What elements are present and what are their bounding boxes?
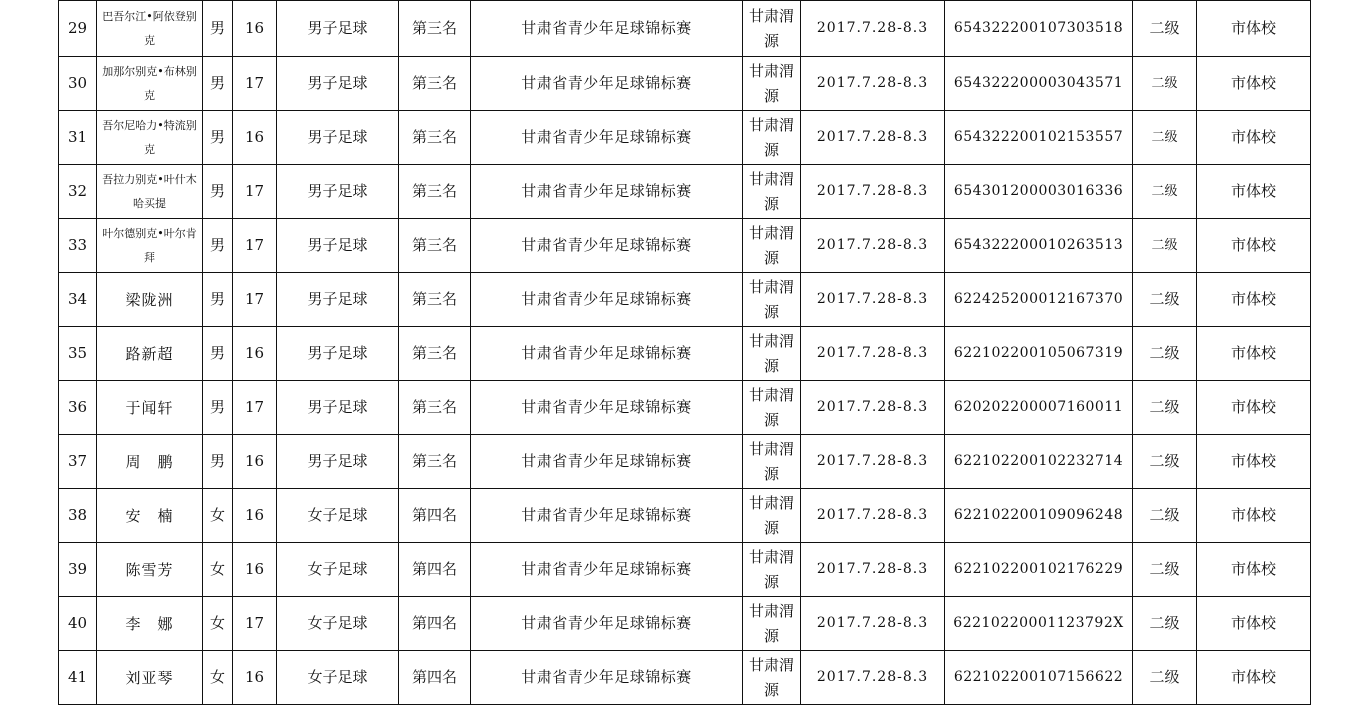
level: 二级 — [1133, 111, 1197, 165]
table-row — [59, 111, 1311, 165]
gender: 女 — [203, 543, 233, 597]
location: 甘肃渭源 — [743, 327, 801, 381]
row-number: 31 — [59, 111, 97, 165]
location: 甘肃渭源 — [743, 597, 801, 651]
event: 女子足球 — [277, 489, 399, 543]
competition: 甘肃省青少年足球锦标赛 — [471, 273, 743, 327]
location: 甘肃渭源 — [743, 381, 801, 435]
competition: 甘肃省青少年足球锦标赛 — [471, 597, 743, 651]
id-number: 622102200107156622 — [945, 651, 1133, 705]
athlete-name: 安 楠 — [97, 489, 203, 543]
id-number: 622425200012167370 — [945, 273, 1133, 327]
date: 2017.7.28-8.3 — [801, 1, 945, 57]
location: 甘肃渭源 — [743, 57, 801, 111]
unit: 市体校 — [1197, 111, 1311, 165]
age: 17 — [233, 57, 277, 111]
gender: 男 — [203, 1, 233, 57]
date: 2017.7.28-8.3 — [801, 597, 945, 651]
athlete-name: 叶尔德别克•叶尔肯拜 — [97, 219, 203, 273]
table-row — [59, 489, 1311, 543]
competition: 甘肃省青少年足球锦标赛 — [471, 57, 743, 111]
row-number: 39 — [59, 543, 97, 597]
table-row — [59, 1, 1311, 57]
row-number: 33 — [59, 219, 97, 273]
location: 甘肃渭源 — [743, 435, 801, 489]
date: 2017.7.28-8.3 — [801, 165, 945, 219]
age: 16 — [233, 543, 277, 597]
row-number: 41 — [59, 651, 97, 705]
event: 男子足球 — [277, 381, 399, 435]
rank: 第三名 — [399, 57, 471, 111]
id-number: 654301200003016336 — [945, 165, 1133, 219]
event: 女子足球 — [277, 597, 399, 651]
unit: 市体校 — [1197, 597, 1311, 651]
id-number: 654322200102153557 — [945, 111, 1133, 165]
athlete-name: 周 鹏 — [97, 435, 203, 489]
rank: 第四名 — [399, 597, 471, 651]
competition: 甘肃省青少年足球锦标赛 — [471, 1, 743, 57]
event: 男子足球 — [277, 165, 399, 219]
event: 男子足球 — [277, 57, 399, 111]
row-number: 37 — [59, 435, 97, 489]
athlete-name: 加那尔别克•布林别克 — [97, 57, 203, 111]
date: 2017.7.28-8.3 — [801, 435, 945, 489]
level: 二级 — [1133, 651, 1197, 705]
gender: 男 — [203, 219, 233, 273]
table-row — [59, 273, 1311, 327]
date: 2017.7.28-8.3 — [801, 651, 945, 705]
level: 二级 — [1133, 273, 1197, 327]
age: 17 — [233, 273, 277, 327]
row-number: 32 — [59, 165, 97, 219]
rank: 第三名 — [399, 1, 471, 57]
unit: 市体校 — [1197, 165, 1311, 219]
table-row — [59, 651, 1311, 705]
date: 2017.7.28-8.3 — [801, 543, 945, 597]
id-number: 654322200003043571 — [945, 57, 1133, 111]
id-number: 622102200102176229 — [945, 543, 1133, 597]
level: 二级 — [1133, 489, 1197, 543]
id-number: 654322200010263513 — [945, 219, 1133, 273]
athlete-name: 李 娜 — [97, 597, 203, 651]
athlete-name: 路新超 — [97, 327, 203, 381]
level: 二级 — [1133, 165, 1197, 219]
gender: 女 — [203, 651, 233, 705]
unit: 市体校 — [1197, 57, 1311, 111]
unit: 市体校 — [1197, 1, 1311, 57]
athlete-name: 吾尔尼哈力•特流别克 — [97, 111, 203, 165]
rank: 第三名 — [399, 273, 471, 327]
unit: 市体校 — [1197, 543, 1311, 597]
age: 16 — [233, 435, 277, 489]
rank: 第三名 — [399, 381, 471, 435]
level: 二级 — [1133, 1, 1197, 57]
date: 2017.7.28-8.3 — [801, 111, 945, 165]
event: 男子足球 — [277, 111, 399, 165]
id-number: 620202200007160011 — [945, 381, 1133, 435]
location: 甘肃渭源 — [743, 165, 801, 219]
gender: 女 — [203, 597, 233, 651]
gender: 女 — [203, 489, 233, 543]
age: 16 — [233, 111, 277, 165]
row-number: 35 — [59, 327, 97, 381]
location: 甘肃渭源 — [743, 219, 801, 273]
table-row — [59, 165, 1311, 219]
age: 16 — [233, 489, 277, 543]
rank: 第三名 — [399, 327, 471, 381]
event: 男子足球 — [277, 219, 399, 273]
competition: 甘肃省青少年足球锦标赛 — [471, 489, 743, 543]
level: 二级 — [1133, 381, 1197, 435]
age: 16 — [233, 327, 277, 381]
table-row — [59, 327, 1311, 381]
age: 16 — [233, 1, 277, 57]
event: 男子足球 — [277, 273, 399, 327]
competition: 甘肃省青少年足球锦标赛 — [471, 327, 743, 381]
athlete-table-container — [58, 0, 1310, 705]
table-row — [59, 57, 1311, 111]
athlete-name: 刘亚琴 — [97, 651, 203, 705]
level: 二级 — [1133, 57, 1197, 111]
rank: 第三名 — [399, 219, 471, 273]
rank: 第三名 — [399, 111, 471, 165]
date: 2017.7.28-8.3 — [801, 273, 945, 327]
age: 17 — [233, 597, 277, 651]
age: 17 — [233, 381, 277, 435]
rank: 第四名 — [399, 651, 471, 705]
id-number: 654322200107303518 — [945, 1, 1133, 57]
rank: 第三名 — [399, 435, 471, 489]
level: 二级 — [1133, 219, 1197, 273]
athlete-table — [58, 0, 1311, 705]
athlete-name: 于闻轩 — [97, 381, 203, 435]
event: 女子足球 — [277, 651, 399, 705]
location: 甘肃渭源 — [743, 489, 801, 543]
age: 17 — [233, 165, 277, 219]
unit: 市体校 — [1197, 327, 1311, 381]
gender: 男 — [203, 435, 233, 489]
table-row — [59, 597, 1311, 651]
id-number: 62210220001123792X — [945, 597, 1133, 651]
row-number: 38 — [59, 489, 97, 543]
unit: 市体校 — [1197, 489, 1311, 543]
athlete-name: 梁陇洲 — [97, 273, 203, 327]
competition: 甘肃省青少年足球锦标赛 — [471, 543, 743, 597]
athlete-name: 巴吾尔江•阿依登别克 — [97, 1, 203, 57]
level: 二级 — [1133, 435, 1197, 489]
location: 甘肃渭源 — [743, 1, 801, 57]
unit: 市体校 — [1197, 381, 1311, 435]
gender: 男 — [203, 57, 233, 111]
level: 二级 — [1133, 543, 1197, 597]
unit: 市体校 — [1197, 651, 1311, 705]
row-number: 36 — [59, 381, 97, 435]
rank: 第四名 — [399, 489, 471, 543]
table-row — [59, 219, 1311, 273]
table-row — [59, 543, 1311, 597]
date: 2017.7.28-8.3 — [801, 327, 945, 381]
unit: 市体校 — [1197, 219, 1311, 273]
competition: 甘肃省青少年足球锦标赛 — [471, 381, 743, 435]
event: 女子足球 — [277, 543, 399, 597]
event: 男子足球 — [277, 435, 399, 489]
date: 2017.7.28-8.3 — [801, 57, 945, 111]
age: 17 — [233, 219, 277, 273]
event: 男子足球 — [277, 327, 399, 381]
location: 甘肃渭源 — [743, 543, 801, 597]
location: 甘肃渭源 — [743, 651, 801, 705]
level: 二级 — [1133, 597, 1197, 651]
competition: 甘肃省青少年足球锦标赛 — [471, 219, 743, 273]
competition: 甘肃省青少年足球锦标赛 — [471, 111, 743, 165]
date: 2017.7.28-8.3 — [801, 219, 945, 273]
table-row — [59, 435, 1311, 489]
row-number: 40 — [59, 597, 97, 651]
competition: 甘肃省青少年足球锦标赛 — [471, 651, 743, 705]
date: 2017.7.28-8.3 — [801, 489, 945, 543]
date: 2017.7.28-8.3 — [801, 381, 945, 435]
gender: 男 — [203, 273, 233, 327]
location: 甘肃渭源 — [743, 111, 801, 165]
row-number: 29 — [59, 1, 97, 57]
rank: 第四名 — [399, 543, 471, 597]
age: 16 — [233, 651, 277, 705]
level: 二级 — [1133, 327, 1197, 381]
event: 男子足球 — [277, 1, 399, 57]
gender: 男 — [203, 165, 233, 219]
id-number: 622102200109096248 — [945, 489, 1133, 543]
location: 甘肃渭源 — [743, 273, 801, 327]
table-row — [59, 381, 1311, 435]
unit: 市体校 — [1197, 435, 1311, 489]
competition: 甘肃省青少年足球锦标赛 — [471, 435, 743, 489]
gender: 男 — [203, 327, 233, 381]
gender: 男 — [203, 111, 233, 165]
gender: 男 — [203, 381, 233, 435]
row-number: 30 — [59, 57, 97, 111]
id-number: 622102200102232714 — [945, 435, 1133, 489]
competition: 甘肃省青少年足球锦标赛 — [471, 165, 743, 219]
athlete-name: 吾拉力别克•叶什木哈买提 — [97, 165, 203, 219]
id-number: 622102200105067319 — [945, 327, 1133, 381]
athlete-name: 陈雪芳 — [97, 543, 203, 597]
unit: 市体校 — [1197, 273, 1311, 327]
rank: 第三名 — [399, 165, 471, 219]
row-number: 34 — [59, 273, 97, 327]
